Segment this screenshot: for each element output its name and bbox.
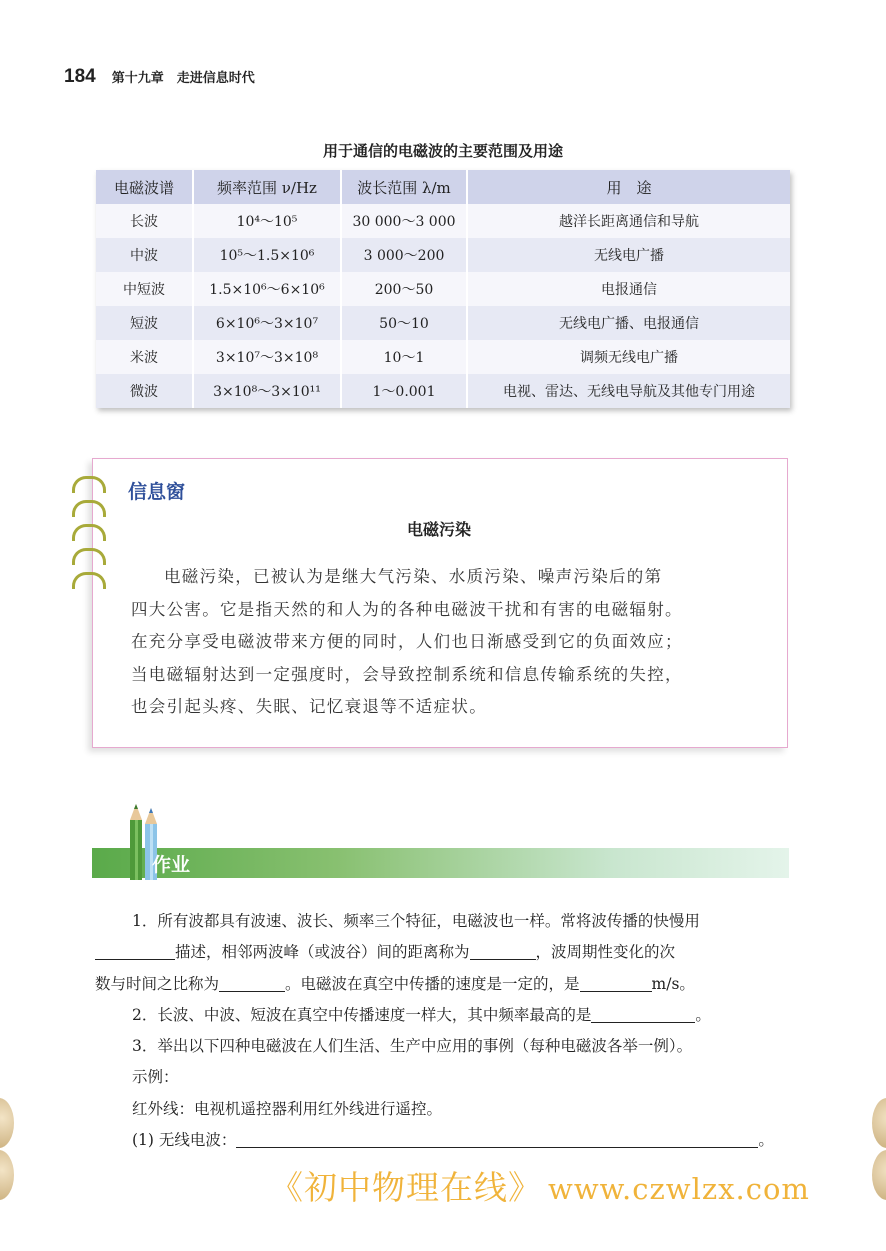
info-line: 也会引起头疼、失眠、记忆衰退等不适症状。 <box>131 697 487 716</box>
col-header: 用 途 <box>468 170 790 204</box>
info-line: 电磁污染，已被认为是继大气污染、水质污染、噪声污染后的第 <box>164 567 663 586</box>
em-wave-table <box>96 170 790 408</box>
col-header: 波长范围 λ/m <box>342 170 468 204</box>
question-3: 3．举出以下四种电磁波在人们生活、生产中应用的事例（每种电磁波各举一例）。 <box>132 1037 693 1056</box>
info-window-subtitle: 电磁污染 <box>406 520 471 539</box>
example-text: 红外线：电视机遥控器利用红外线进行遥控。 <box>132 1099 443 1118</box>
example-label: 示例： <box>132 1068 179 1087</box>
col-header: 电磁波谱 <box>96 170 194 204</box>
table-row <box>96 204 790 238</box>
chapter-title: 第十九章 走进信息时代 <box>111 71 255 86</box>
band-use: 无线电广播 <box>468 238 790 272</box>
freq-range: 6×10⁶～3×10⁷ <box>194 306 342 340</box>
band-use: 越洋长距离通信和导航 <box>468 204 790 238</box>
freq-range: 1.5×10⁶～6×10⁶ <box>194 272 342 306</box>
answer-blank[interactable] <box>580 975 652 992</box>
question-2: 2．长波、中波、短波在真空中传播速度一样大，其中频率最高的是 。 <box>132 1005 711 1024</box>
question-1-line-3: 数与时间之比称为 。电磁波在真空中传播的速度是一定的，是 m/s。 <box>95 974 695 993</box>
info-window-body <box>131 561 753 724</box>
homework-title: 作业 <box>152 854 191 876</box>
info-line: 在充分享受电磁波带来方便的同时，人们也日渐感受到它的负面效应； <box>131 632 683 651</box>
answer-blank[interactable] <box>236 1132 758 1149</box>
band-name: 米波 <box>96 340 194 374</box>
page-edge-tab-icon <box>872 1098 886 1148</box>
table-title: 用于通信的电磁波的主要范围及用途 <box>322 142 563 160</box>
freq-range: 10⁴～10⁵ <box>194 204 342 238</box>
homework-banner <box>92 848 789 878</box>
question-1-line-2: 描述，相邻两波峰（或波谷）间的距离称为 ，波周期性变化的次 <box>95 937 795 968</box>
band-name: 长波 <box>96 204 194 238</box>
info-line: 当电磁辐射达到一定强度时，会导致控制系统和信息传输系统的失控， <box>131 664 683 684</box>
page-number: 184 <box>64 66 96 87</box>
col-header: 频率范围 ν/Hz <box>194 170 342 204</box>
info-window-title: 信息窗 <box>128 481 186 503</box>
watermark-url: www.czwlzx.com <box>548 1172 810 1206</box>
homework-questions <box>95 906 795 1156</box>
page-edge-tab-icon <box>0 1098 14 1148</box>
table-row <box>96 374 790 408</box>
freq-range: 10⁵～1.5×10⁶ <box>194 238 342 272</box>
question-3-item-1: (1) 无线电波： 。 <box>132 1131 774 1150</box>
question-1-line-1: 1．所有波都具有波速、波长、频率三个特征，电磁波也一样。常将波传播的快慢用 <box>132 912 700 930</box>
wave-range: 1～0.001 <box>342 374 468 408</box>
table-row <box>96 340 790 374</box>
freq-range: 3×10⁷～3×10⁸ <box>194 340 342 374</box>
band-name: 中波 <box>96 238 194 272</box>
band-name: 微波 <box>96 374 194 408</box>
wave-range: 3 000～200 <box>342 238 468 272</box>
table-row <box>96 272 790 306</box>
band-name: 短波 <box>96 306 194 340</box>
watermark <box>270 1162 810 1209</box>
page-edge-tab-icon <box>0 1150 14 1200</box>
band-use: 调频无线电广播 <box>468 340 790 374</box>
table-row <box>96 306 790 340</box>
wave-range: 10～1 <box>342 340 468 374</box>
wave-range: 200～50 <box>342 272 468 306</box>
answer-blank[interactable] <box>219 975 285 992</box>
band-use: 无线电广播、电报通信 <box>468 306 790 340</box>
band-use: 电报通信 <box>468 272 790 306</box>
info-line: 四大公害。它是指天然的和人为的各种电磁波干扰和有害的电磁辐射。 <box>131 599 683 619</box>
wave-range: 30 000～3 000 <box>342 204 468 238</box>
table-row <box>96 238 790 272</box>
answer-blank[interactable] <box>470 944 536 961</box>
watermark-name: 《初中物理在线》 <box>270 1168 542 1207</box>
table-header-row <box>96 170 790 204</box>
band-name: 中短波 <box>96 272 194 306</box>
answer-blank[interactable] <box>95 944 175 961</box>
page-header <box>64 66 255 88</box>
band-use: 电视、雷达、无线电导航及其他专门用途 <box>468 374 790 408</box>
page-edge-tab-icon <box>872 1150 886 1200</box>
freq-range: 3×10⁸～3×10¹¹ <box>194 374 342 408</box>
wave-range: 50～10 <box>342 306 468 340</box>
answer-blank[interactable] <box>591 1006 695 1023</box>
